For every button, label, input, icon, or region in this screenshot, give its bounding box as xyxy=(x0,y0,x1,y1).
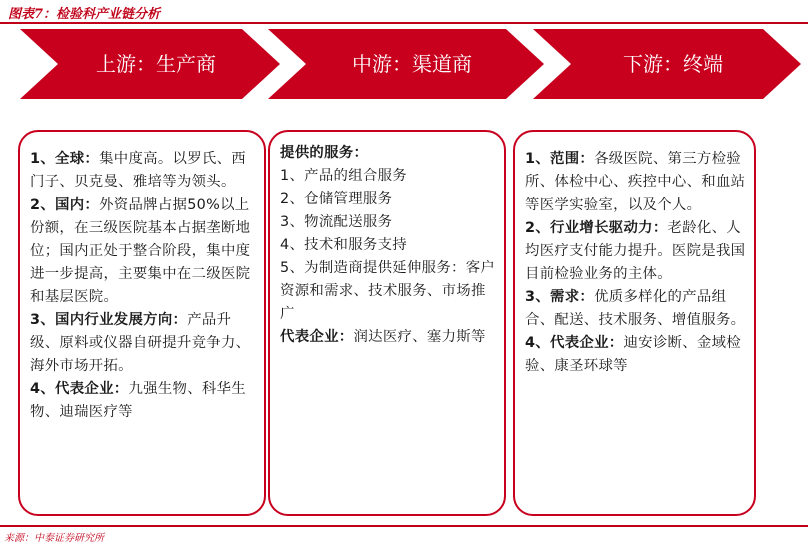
upstream-item: 4、代表企业：九强生物、科华生物、迪瑞医疗等 xyxy=(30,381,246,420)
downstream-item: 3、需求：优质多样化的产品组合、配送、技术服务、增值服务。 xyxy=(525,289,746,328)
midstream-item: 2、仓储管理服务 xyxy=(280,191,393,207)
upstream-box xyxy=(18,130,266,516)
upstream-label: 上游：生产商 xyxy=(96,52,216,76)
figure-title: 图表7：检验科产业链分析 xyxy=(8,7,161,22)
midstream-item: 1、产品的组合服务 xyxy=(280,168,407,184)
midstream-item: 代表企业：润达医疗、塞力斯等 xyxy=(280,329,486,345)
downstream-item: 1、范围：各级医院、第三方检验所、体检中心、疾控中心、和血站等医学实验室，以及个人。 xyxy=(525,151,746,213)
downstream-label: 下游：终端 xyxy=(623,52,723,76)
midstream-box xyxy=(268,130,506,516)
upstream-item: 3、国内行业发展方向：产品升级、原料或仪器自研提升竞争力、海外市场开拓。 xyxy=(30,312,251,374)
source-note: 来源：中泰证券研究所 xyxy=(4,533,104,544)
midstream-item: 5、为制造商提供延伸服务：客户资源和需求、技术服务、市场推广 xyxy=(280,260,496,322)
downstream-item: 4、代表企业：迪安诊断、金域检验、康圣环球等 xyxy=(525,335,741,374)
downstream-item: 2、行业增长驱动力：老龄化、人均医疗支付能力提升。医院是我国目前检验业务的主体。 xyxy=(525,220,746,282)
downstream-box xyxy=(513,130,756,516)
midstream-label: 中游：渠道商 xyxy=(352,52,472,76)
upstream-item: 1、全球：集中度高。以罗氏、西门子、贝克曼、雅培等为领头。 xyxy=(30,151,246,190)
upstream-item: 2、国内：外资品牌占据50%以上份额，在三级医院基本占据垄断地位；国内正处于整合阶段，集中度进一步提高，主要集中在二级医院和基层医院。 xyxy=(30,197,251,305)
midstream-item: 3、物流配送服务 xyxy=(280,214,393,230)
bottom-rule xyxy=(0,525,808,527)
midstream-item: 4、技术和服务支持 xyxy=(280,237,407,253)
midstream-item: 提供的服务： xyxy=(280,145,369,161)
